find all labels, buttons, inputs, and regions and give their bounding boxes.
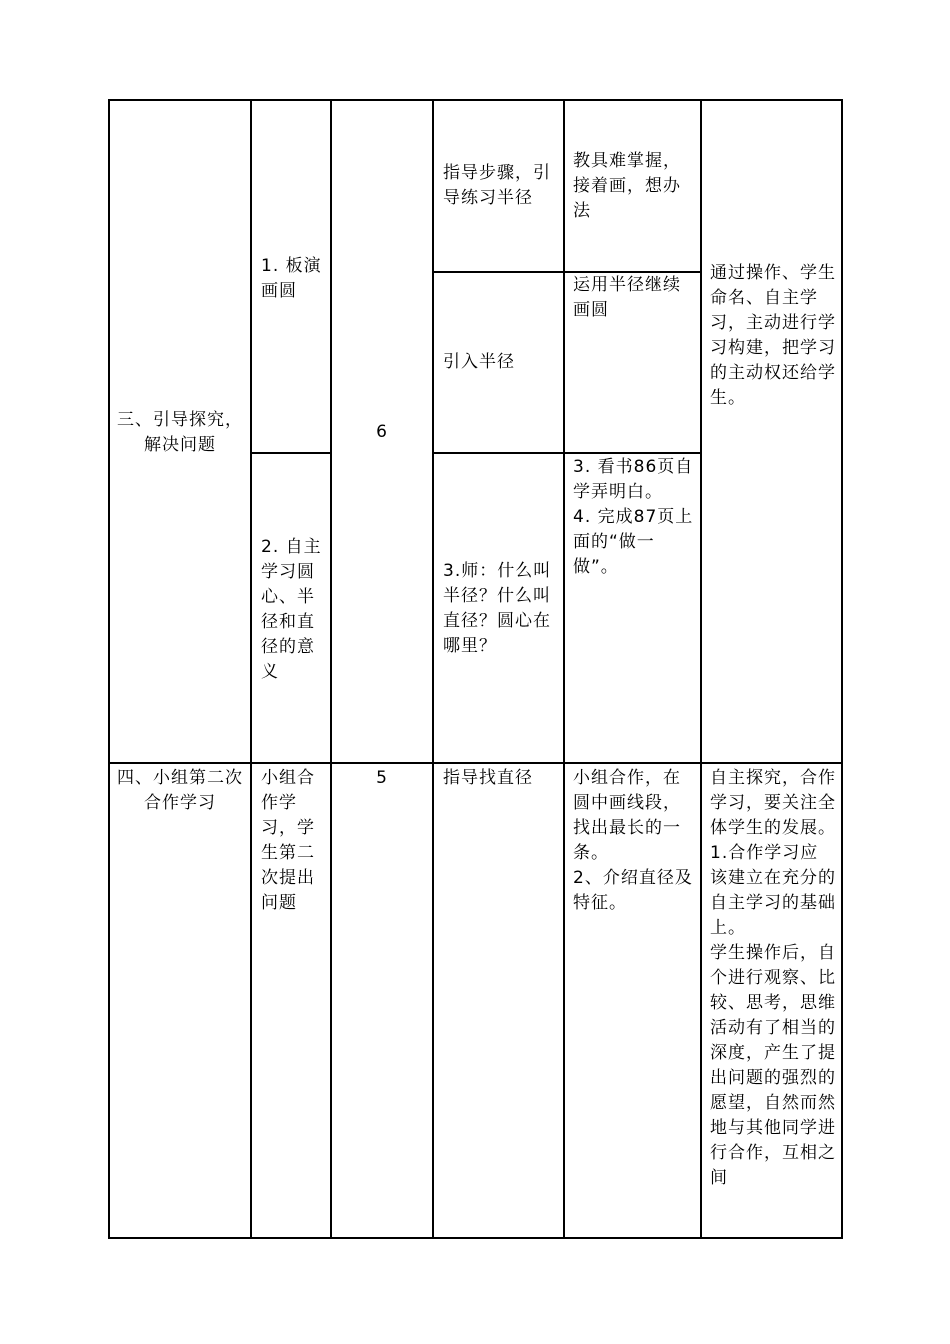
student-text: 运用半径继续画圆 (573, 275, 681, 320)
time-cell (334, 766, 430, 791)
teacher-text: 指导步骤，引导练习半径 (443, 163, 551, 208)
student-cell (573, 149, 695, 224)
student-cell (573, 766, 695, 916)
time-value: 5 (376, 768, 388, 788)
table-border-bottom (108, 1237, 843, 1239)
student-text: 小组合作，在圆中画线段，找出最长的一条。 (573, 768, 681, 863)
student-cell (573, 273, 695, 323)
table-border-left (108, 99, 110, 1239)
stage-label: 四、小组第二次合作学习 (117, 768, 243, 813)
teacher-cell (443, 559, 558, 659)
subrow-divider-content (250, 452, 332, 454)
teacher-cell (443, 350, 558, 375)
column-divider-1 (250, 99, 252, 1239)
time-value: 6 (376, 422, 388, 442)
intent-text: 自主探究，合作学习，要关注全体学生的发展。 (710, 768, 836, 838)
time-cell (334, 420, 430, 445)
content-text: 2. 自主学习圆心、半径和直径的意义 (261, 537, 322, 682)
intent-text: 通过操作、学生命名、自主学习，主动进行学习构建，把学习的主动权还给学生。 (710, 263, 836, 408)
stage-label: 三、引导探究，解决问题 (117, 410, 243, 455)
column-divider-5 (700, 99, 702, 1239)
content-text: 小组合作学习，学生第二次提出问题 (261, 768, 315, 913)
teacher-text: 引入半径 (443, 352, 515, 372)
column-divider-2 (330, 99, 332, 1239)
content-cell (261, 766, 323, 916)
table-row-divider (108, 762, 843, 764)
student-cell (573, 455, 695, 580)
teacher-text: 指导找直径 (443, 768, 533, 788)
teacher-text: 3.师：什么叫半径？什么叫直径？圆心在哪里？ (443, 561, 552, 656)
student-text: 教具难掌握，接着画，想办法 (573, 151, 681, 221)
content-cell (261, 535, 323, 685)
column-divider-4 (563, 99, 565, 1239)
student-text: 2、介绍直径及特征。 (573, 868, 693, 913)
stage-cell (114, 408, 246, 458)
student-text: 4. 完成87页上面的“做一做”。 (573, 507, 694, 577)
stage-cell (114, 766, 246, 816)
content-cell (261, 254, 323, 304)
intent-text: 1.合作学习应该建立在充分的自主学习的基础上。 (710, 843, 836, 938)
content-text: 1. 板演画圆 (261, 256, 322, 301)
table-border-top (108, 99, 843, 101)
teacher-cell (443, 161, 558, 211)
table-border-right (841, 99, 843, 1239)
student-text: 3. 看书86页自学弄明白。 (573, 457, 694, 502)
teacher-cell (443, 766, 558, 791)
intent-cell (710, 766, 836, 1191)
intent-text: 学生操作后，自个进行观察、比较、思考，思维活动有了相当的深度，产生了提出问题的强烈的愿望，自然而然地与其他同学进行合作，互相之间 (710, 943, 836, 1188)
intent-cell (710, 261, 836, 411)
subrow-divider-teacher-student (432, 452, 702, 454)
column-divider-3 (432, 99, 434, 1239)
